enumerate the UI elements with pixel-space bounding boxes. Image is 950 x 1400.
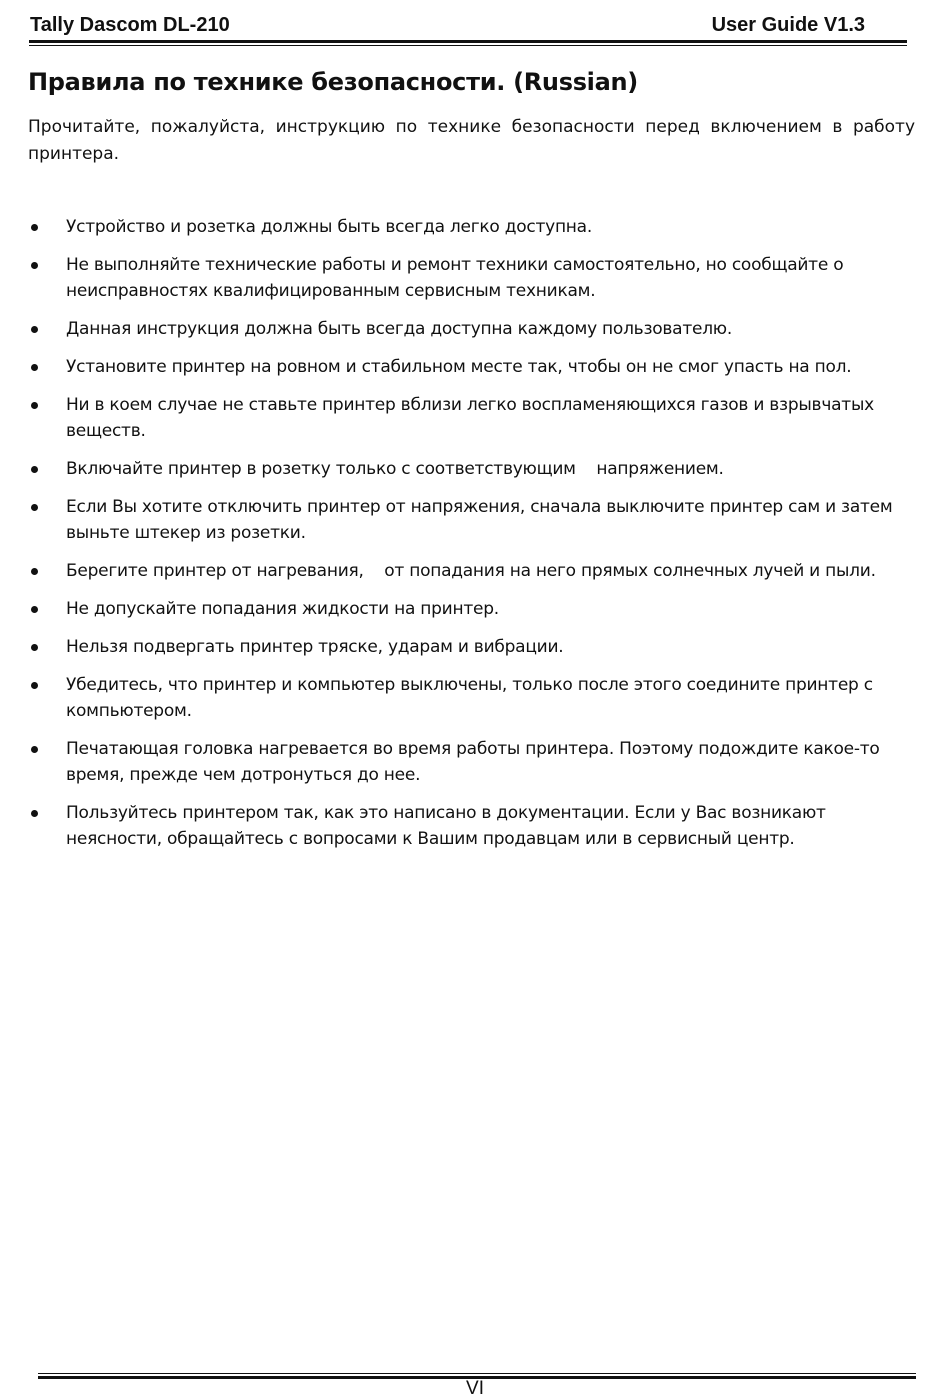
page-number: VI	[466, 1378, 484, 1399]
intro-paragraph	[28, 114, 915, 168]
list-item	[28, 634, 918, 660]
header-guide-version: User Guide V1.3	[711, 14, 865, 36]
safety-rules-list	[28, 214, 918, 864]
list-item	[28, 558, 918, 584]
list-item-text: Ни в коем случае не ставьте принтер вблизи легко воспламеняющихся газов и взрывчатых веществ.	[66, 395, 874, 441]
list-item-text: Печатающая головка нагревается во время работы принтера. Поэтому подождите какое-то время, прежде чем дотронуться до нее.	[66, 739, 880, 785]
bullet-icon	[31, 466, 38, 473]
intro-line-1: Прочитайте, пожалуйста, инструкцию по технике безопасности перед включением в работу	[28, 117, 915, 137]
bullet-icon	[31, 644, 38, 651]
list-item-text: Устройство и розетка должны быть всегда легко доступна.	[66, 217, 592, 237]
bullet-icon	[31, 326, 38, 333]
bullet-icon	[31, 504, 38, 511]
list-item	[28, 456, 918, 482]
bullet-icon	[31, 568, 38, 575]
bullet-icon	[31, 606, 38, 613]
list-item-text: Установите принтер на ровном и стабильном месте так, чтобы он не смог упасть на пол.	[66, 357, 852, 377]
bullet-icon	[31, 746, 38, 753]
section-title: Правила по технике безопасности. (Russian)	[28, 68, 638, 96]
list-item	[28, 392, 918, 444]
list-item-text: Если Вы хотите отключить принтер от напряжения, сначала выключите принтер сам и затем выньте штекер из розетки.	[66, 497, 893, 543]
list-item-text: Убедитесь, что принтер и компьютер выключены, только после этого соедините принтер с компьютером.	[66, 675, 873, 721]
bullet-icon	[31, 682, 38, 689]
list-item	[28, 214, 918, 240]
list-item	[28, 252, 918, 304]
bullet-icon	[31, 224, 38, 231]
header-rule-thin	[29, 45, 907, 46]
bullet-icon	[31, 262, 38, 269]
list-item	[28, 354, 918, 380]
list-item	[28, 800, 918, 852]
list-item	[28, 672, 918, 724]
list-item	[28, 316, 918, 342]
bullet-icon	[31, 402, 38, 409]
bullet-icon	[31, 364, 38, 371]
list-item-text: Не допускайте попадания жидкости на принтер.	[66, 599, 499, 619]
list-item-text: Нельзя подвергать принтер тряске, ударам и вибрации.	[66, 637, 564, 657]
footer-rule-thin	[38, 1373, 916, 1374]
list-item-text: Данная инструкция должна быть всегда доступна каждому пользователю.	[66, 319, 733, 339]
list-item-text: Не выполняйте технические работы и ремонт техники самостоятельно, но сообщайте о неисправностях квалифицированным сервисным техникам.	[66, 255, 844, 301]
header-product-name: Tally Dascom DL-210	[30, 14, 230, 36]
list-item	[28, 494, 918, 546]
page-header	[30, 14, 905, 40]
list-item-text: Берегите принтер от нагревания, от попадания на него прямых солнечных лучей и пыли.	[66, 561, 876, 581]
list-item	[28, 736, 918, 788]
list-item-text: Пользуйтесь принтером так, как это написано в документации. Если у Вас возникают неясности, обращайтесь с вопросами к Вашим продавцам или в сервисный центр.	[66, 803, 826, 849]
intro-line-2: принтера.	[28, 144, 120, 164]
list-item	[28, 596, 918, 622]
list-item-text: Включайте принтер в розетку только с соответствующим напряжением.	[66, 459, 724, 479]
bullet-icon	[31, 810, 38, 817]
header-rule-thick	[29, 40, 907, 43]
